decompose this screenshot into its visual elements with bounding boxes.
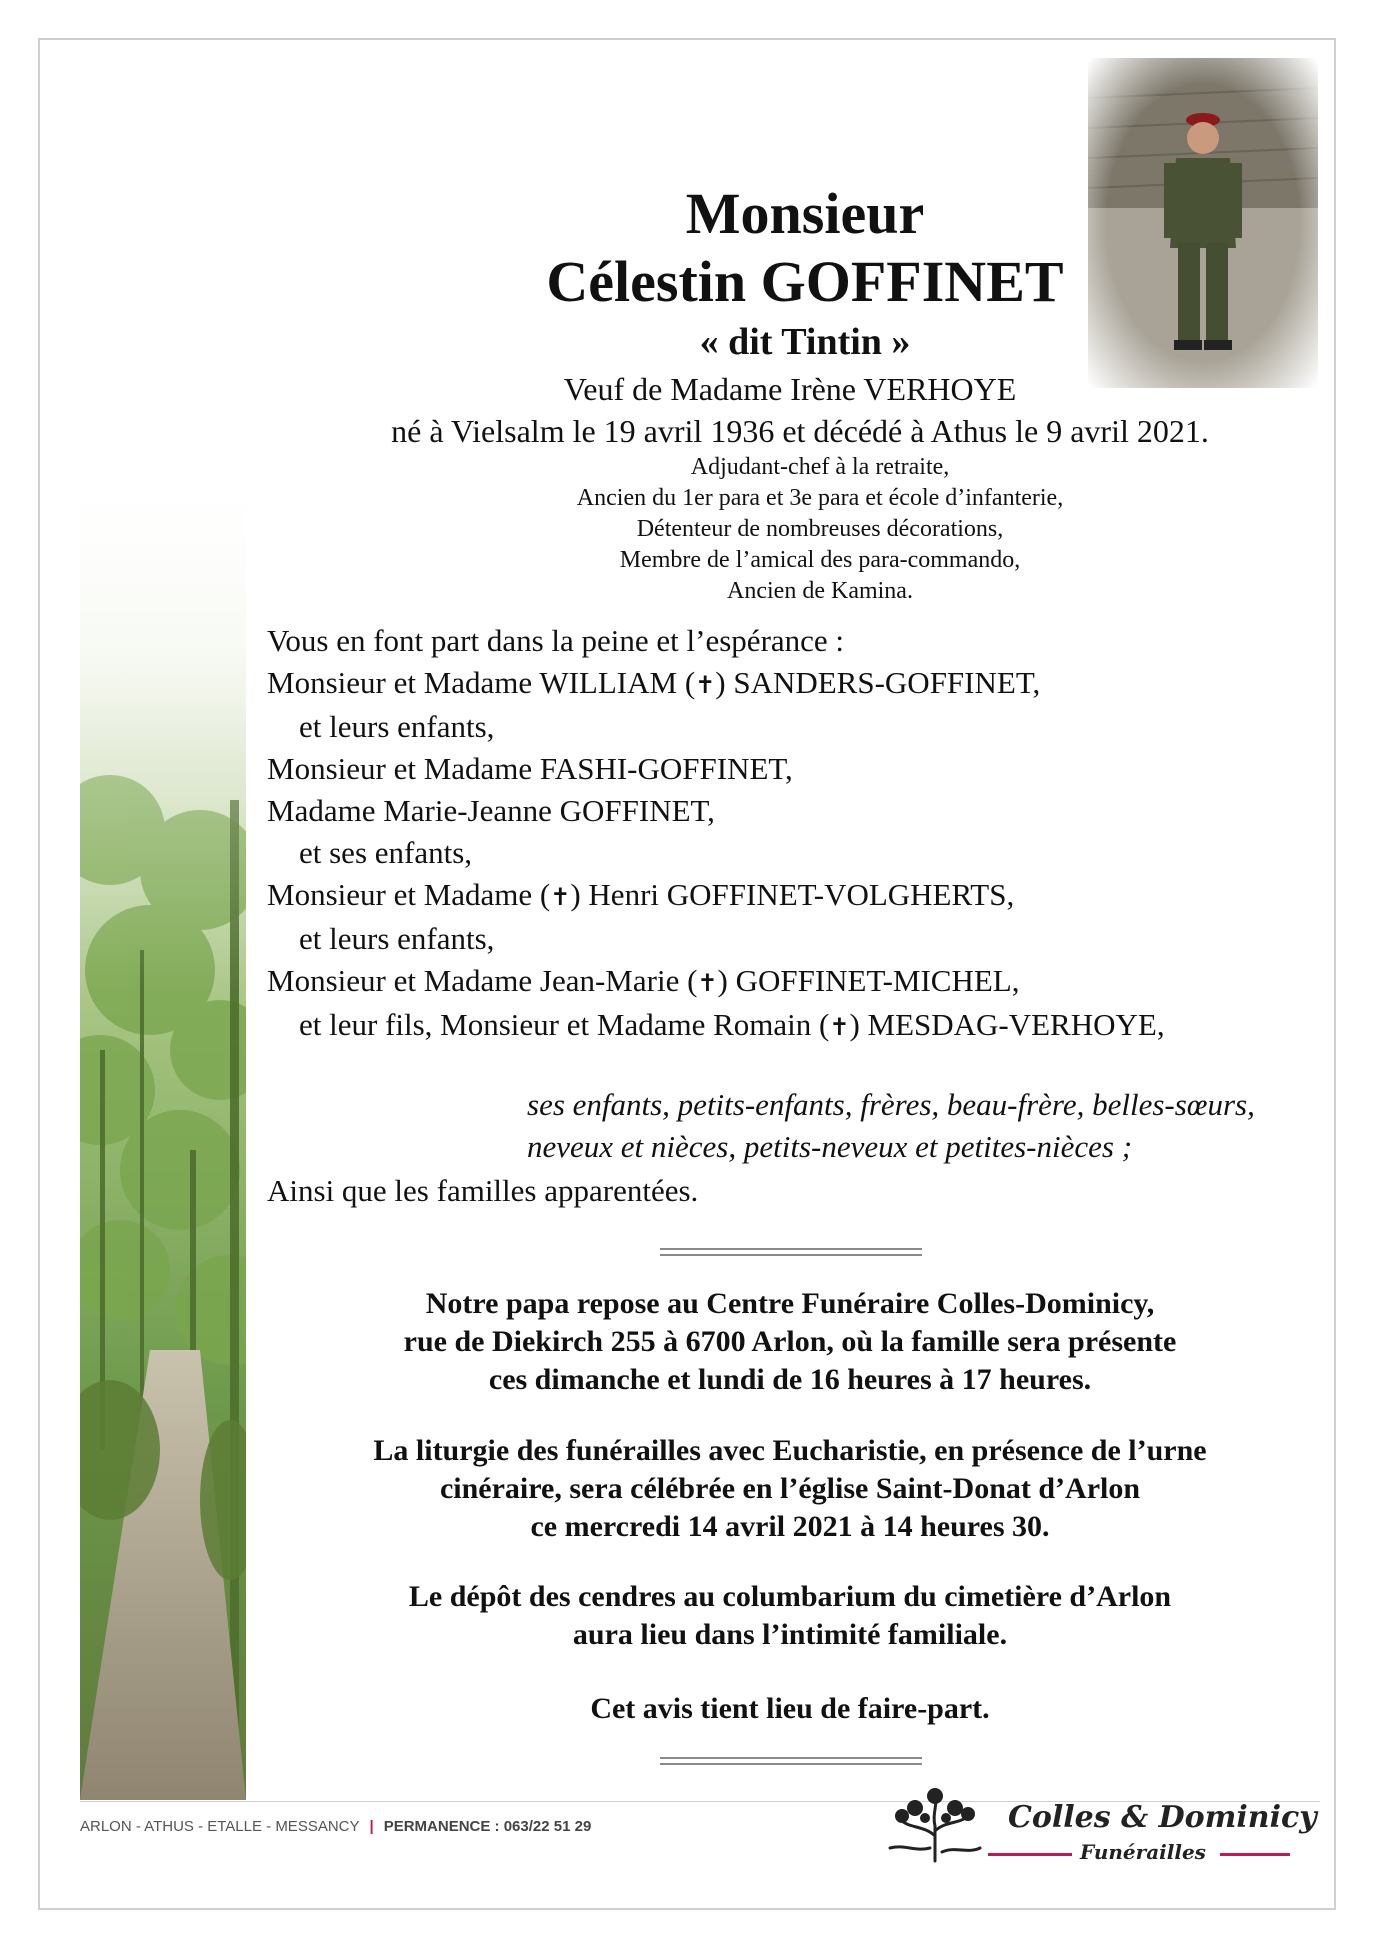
brand-subtitle: Funérailles	[1080, 1840, 1206, 1864]
career-item: Membre de l’amical des para-commando,	[619, 547, 1021, 573]
portrait-photo	[1088, 58, 1318, 388]
cross-icon: ✝	[829, 1013, 850, 1041]
birth-death-line: né à Vielsalm le 19 avril 1936 et décédé à Athus le 9 avril 2021.	[391, 413, 1209, 449]
footer-permanence: PERMANENCE : 063/22 51 29	[383, 1818, 592, 1835]
tree-logo-icon	[880, 1786, 990, 1866]
footer-contact	[80, 1818, 591, 1835]
ashes-info: Le dépôt des cendres au columbarium du cimetière d’Arlon aura lieu dans l’intimité familiale.	[408, 1580, 1172, 1651]
divider	[660, 1248, 922, 1256]
deceased-name: Célestin GOFFINET	[546, 249, 1064, 314]
career-list	[470, 452, 1170, 607]
brand-accent-line	[988, 1853, 1072, 1856]
family-line: et leurs enfants,	[299, 709, 495, 744]
forest-path-image	[80, 450, 246, 1800]
divider	[660, 1757, 922, 1765]
family-line: Monsieur et Madame (✝) Henri GOFFINET-VOLGHERTS,	[267, 877, 1015, 912]
footer-locations: ARLON - ATHUS - ETALLE - MESSANCY	[80, 1818, 360, 1835]
brand-accent-line	[1220, 1853, 1290, 1856]
widow-of: Veuf de Madame Irène VERHOYE	[563, 371, 1017, 407]
family-line: et leurs enfants,	[299, 921, 495, 956]
family-line: et leur fils, Monsieur et Madame Romain (✝) MESDAG-VERHOYE,	[299, 1007, 1165, 1042]
family-line: et ses enfants,	[299, 835, 473, 870]
liturgy-info: La liturgie des funérailles avec Eucharistie, en présence de l’urne cinéraire, sera célébrée en l’église Saint-Donat d’Arlon ce mercredi 14 avril 2021 à 14 heures 30.	[373, 1434, 1207, 1543]
family-list	[267, 620, 1317, 1048]
repose-info: Notre papa repose au Centre Funéraire Colles-Dominicy, rue de Diekirch 255 à 6700 Arlon, où la famille sera présente ces dimanche et lundi de 16 heures à 17 heures.	[403, 1287, 1177, 1396]
family-line: Monsieur et Madame WILLIAM (✝) SANDERS-GOFFINET,	[267, 665, 1041, 700]
career-item: Adjudant-chef à la retraite,	[690, 454, 950, 480]
career-item: Ancien du 1er para et 3e para et école d’infanterie,	[576, 485, 1064, 511]
footer-separator: |	[369, 1818, 374, 1835]
brand-name: Colles & Dominicy	[1008, 1800, 1317, 1835]
family-intro: Vous en font part dans la peine et l’espérance :	[267, 623, 845, 658]
title-honorific: Monsieur	[685, 181, 925, 246]
cross-icon: ✝	[550, 883, 571, 911]
extended-family-line: ses enfants, petits-enfants, frères, beau-frère, belles-sœurs,	[527, 1087, 1255, 1122]
family-line: Monsieur et Madame Jean-Marie (✝) GOFFINET-MICHEL,	[267, 963, 1020, 998]
cross-icon: ✝	[695, 671, 716, 699]
cross-icon: ✝	[697, 969, 718, 997]
family-line: Madame Marie-Jeanne GOFFINET,	[267, 793, 715, 828]
extended-family	[527, 1084, 1327, 1168]
career-item: Ancien de Kamina.	[727, 578, 913, 604]
career-item: Détenteur de nombreuses décorations,	[636, 516, 1004, 542]
family-line: Monsieur et Madame FASHI-GOFFINET,	[267, 751, 793, 786]
extended-family-line: neveux et nièces, petits-neveux et petites-nièces ;	[527, 1129, 1133, 1164]
nickname: « dit Tintin »	[699, 321, 911, 363]
relatives-line: Ainsi que les familles apparentées.	[267, 1173, 699, 1208]
notice-line: Cet avis tient lieu de faire-part.	[590, 1692, 990, 1725]
